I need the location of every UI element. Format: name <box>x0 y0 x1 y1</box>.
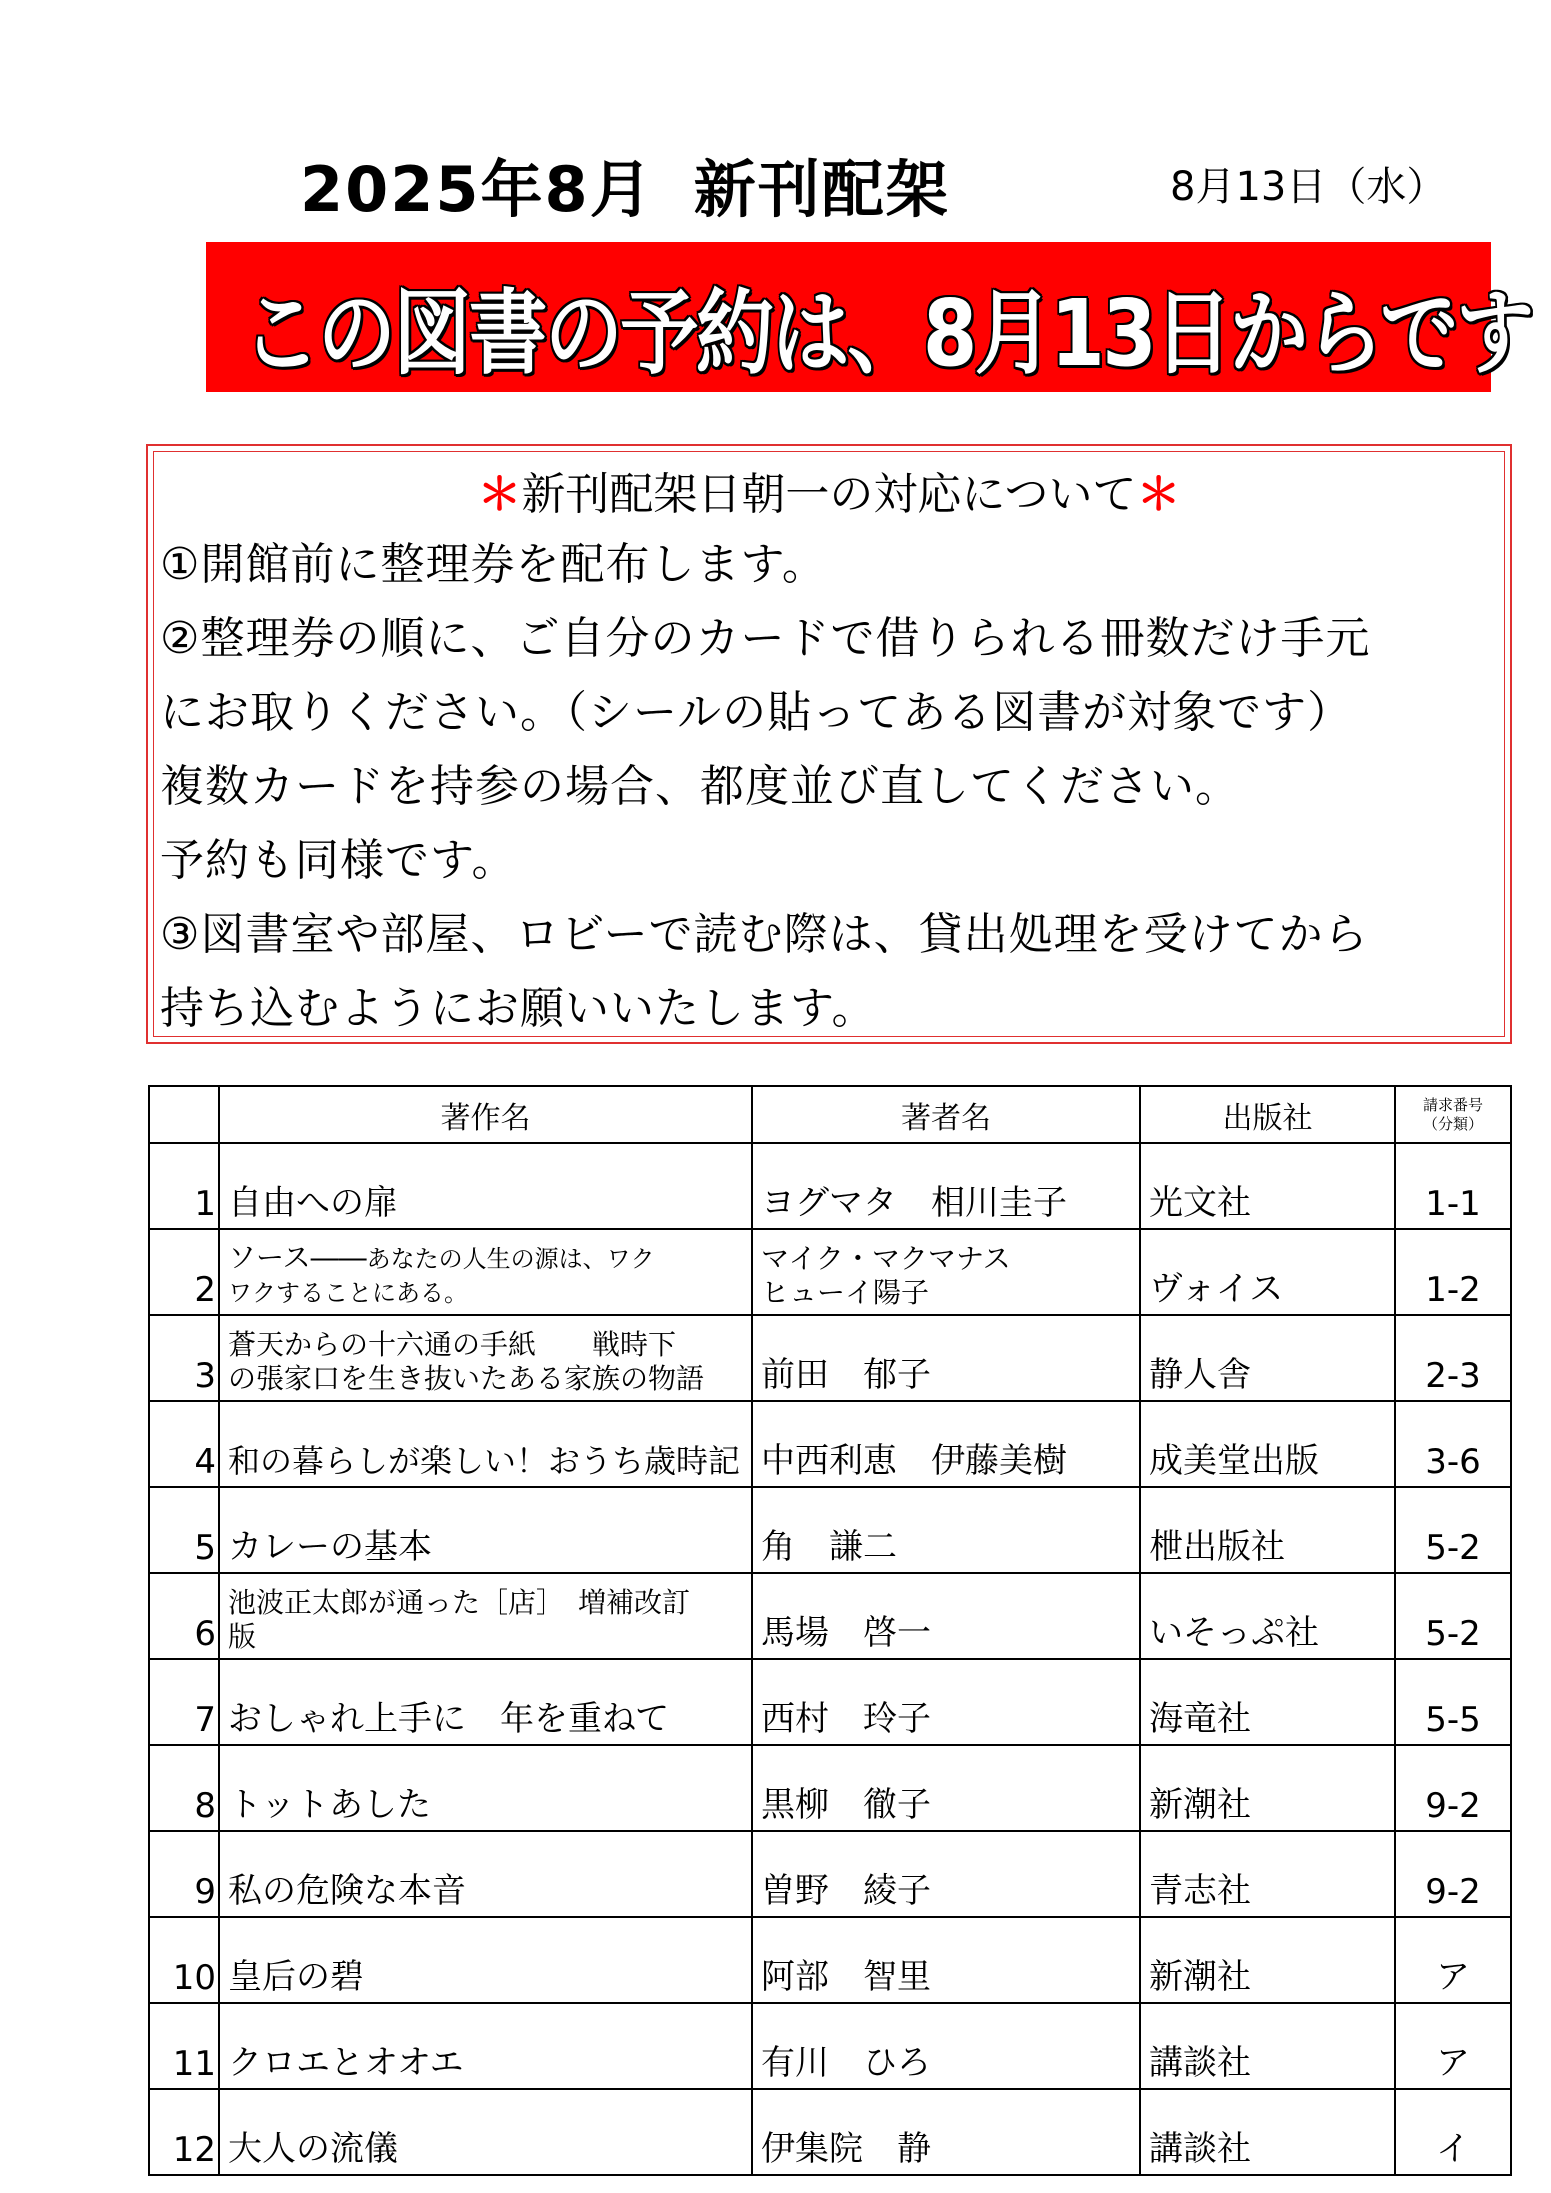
row-number: 9 <box>149 1831 219 1917</box>
notice-line: ②整理券の順に、ご自分のカードで借りられる冊数だけ手元 <box>160 613 1371 664</box>
book-title: カレーの基本 <box>219 1487 752 1573</box>
book-title <box>219 1315 752 1401</box>
notice-line: にお取りください。（シールの貼ってある図書が対象です） <box>160 687 1353 738</box>
book-title-line2: ワクすることにある。 <box>228 1279 468 1307</box>
book-publisher: 海竜社 <box>1140 1659 1395 1745</box>
notice-line: ①開館前に整理券を配布します。 <box>160 539 827 590</box>
book-title: 自由への扉 <box>219 1143 752 1229</box>
table-row <box>149 2003 1511 2089</box>
book-author <box>752 1229 1140 1315</box>
notice-line: ③図書室や部屋、ロビーで読む際は、貸出処理を受けてから <box>160 909 1369 960</box>
book-title: おしゃれ上手に 年を重ねて <box>219 1659 752 1745</box>
book-author: 阿部 智里 <box>752 1917 1140 2003</box>
book-title-line1: 池波正太郎が通った［店］ 増補改訂 <box>228 1586 691 1619</box>
table-row <box>149 1401 1511 1487</box>
title-main: 新刊配架 <box>693 153 950 226</box>
page-title <box>300 140 950 229</box>
book-publisher: 光文社 <box>1140 1143 1395 1229</box>
book-author: 黒柳 徹子 <box>752 1745 1140 1831</box>
header-author: 著者名 <box>752 1086 1140 1143</box>
row-number: 6 <box>149 1573 219 1659</box>
reservation-banner-text: この図書の予約は、8月13日からです <box>242 280 1532 387</box>
row-number: 7 <box>149 1659 219 1745</box>
book-publisher: いそっぷ社 <box>1140 1573 1395 1659</box>
notice-line: 持ち込むようにお願いいたします。 <box>160 983 877 1034</box>
table-row <box>149 1831 1511 1917</box>
book-classification: 1-2 <box>1395 1229 1511 1315</box>
book-publisher: 青志社 <box>1140 1831 1395 1917</box>
row-number: 12 <box>149 2089 219 2175</box>
book-classification: 1-1 <box>1395 1143 1511 1229</box>
book-title <box>219 1573 752 1659</box>
book-classification: ア <box>1395 2003 1511 2089</box>
notice-line: 予約も同様です。 <box>160 835 517 886</box>
table-row <box>149 1143 1511 1229</box>
star-icon: ＊ <box>477 469 522 520</box>
table-row <box>149 1659 1511 1745</box>
book-publisher: 成美堂出版 <box>1140 1401 1395 1487</box>
book-author: 中西利恵 伊藤美樹 <box>752 1401 1140 1487</box>
book-publisher: 講談社 <box>1140 2003 1395 2089</box>
book-author: 西村 玲子 <box>752 1659 1140 1745</box>
book-classification: 5-2 <box>1395 1573 1511 1659</box>
table-row <box>149 1917 1511 2003</box>
book-publisher: 新潮社 <box>1140 1917 1395 2003</box>
book-publisher: ヴォイス <box>1140 1229 1395 1315</box>
table-row <box>149 1573 1511 1659</box>
book-title: 大人の流儀 <box>219 2089 752 2175</box>
book-classification: 9-2 <box>1395 1745 1511 1831</box>
header-publisher: 出版社 <box>1140 1086 1395 1143</box>
book-publisher: 枻出版社 <box>1140 1487 1395 1573</box>
row-number: 1 <box>149 1143 219 1229</box>
book-publisher: 講談社 <box>1140 2089 1395 2175</box>
book-author: 伊集院 静 <box>752 2089 1140 2175</box>
table-row <box>149 1745 1511 1831</box>
header-classification-line1: 請求番号 <box>1422 1095 1483 1114</box>
book-author: 馬場 啓一 <box>752 1573 1140 1659</box>
notice-heading-text: 新刊配架日朝一の対応について <box>521 469 1137 520</box>
table-row <box>149 1315 1511 1401</box>
book-title-line1: 蒼天からの十六通の手紙 戦時下 <box>228 1328 677 1361</box>
table-row <box>149 2089 1511 2175</box>
book-classification: 3-6 <box>1395 1401 1511 1487</box>
table-row <box>149 1229 1511 1315</box>
book-classification: ア <box>1395 1917 1511 2003</box>
table-header-row <box>149 1086 1511 1143</box>
book-author: 前田 郁子 <box>752 1315 1140 1401</box>
reservation-banner <box>206 242 1532 392</box>
release-date: 8月13日（水） <box>1170 164 1447 210</box>
book-title: 皇后の碧 <box>219 1917 752 2003</box>
book-classification: イ <box>1395 2089 1511 2175</box>
row-number: 11 <box>149 2003 219 2089</box>
book-classification: 9-2 <box>1395 1831 1511 1917</box>
table-row <box>149 1487 1511 1573</box>
header-number <box>149 1086 219 1143</box>
new-books-table <box>148 1085 1512 2176</box>
book-author-line1: マイク・マクマナス <box>761 1242 1011 1275</box>
row-number: 4 <box>149 1401 219 1487</box>
book-classification: 2-3 <box>1395 1315 1511 1401</box>
header-classification-line2: （分類） <box>1422 1114 1483 1133</box>
book-title-line2: の張家口を生き抜いたある家族の物語 <box>228 1362 705 1395</box>
book-author: ヨグマタ 相川圭子 <box>752 1143 1140 1229</box>
row-number: 5 <box>149 1487 219 1573</box>
header-classification <box>1395 1086 1511 1143</box>
notice-line: 複数カードを持参の場合、都度並び直してください。 <box>160 761 1240 812</box>
book-title: 和の暮らしが楽しい！おうち歳時記 <box>219 1401 752 1487</box>
book-title-line1a: ソース―― <box>228 1241 367 1274</box>
book-publisher: 新潮社 <box>1140 1745 1395 1831</box>
title-year-month: 2025年8月 <box>300 153 654 226</box>
notice-heading <box>148 458 1510 522</box>
header-title: 著作名 <box>219 1086 752 1143</box>
book-title: トットあした <box>219 1745 752 1831</box>
book-title: 私の危険な本音 <box>219 1831 752 1917</box>
row-number: 8 <box>149 1745 219 1831</box>
book-publisher: 静人舎 <box>1140 1315 1395 1401</box>
notice-box <box>146 444 1512 1044</box>
book-title-line2: 版 <box>228 1620 257 1653</box>
book-title: クロエとオオエ <box>219 2003 752 2089</box>
row-number: 2 <box>149 1229 219 1315</box>
book-author-line2: ヒューイ陽子 <box>761 1276 930 1309</box>
row-number: 10 <box>149 1917 219 2003</box>
book-classification: 5-2 <box>1395 1487 1511 1573</box>
book-title <box>219 1229 752 1315</box>
book-author: 曽野 綾子 <box>752 1831 1140 1917</box>
star-icon: ＊ <box>1136 469 1181 520</box>
row-number: 3 <box>149 1315 219 1401</box>
book-classification: 5-5 <box>1395 1659 1511 1745</box>
book-author: 有川 ひろ <box>752 2003 1140 2089</box>
book-title-line1b: あなたの人生の源は、ワク <box>366 1245 655 1273</box>
book-author: 角 謙二 <box>752 1487 1140 1573</box>
